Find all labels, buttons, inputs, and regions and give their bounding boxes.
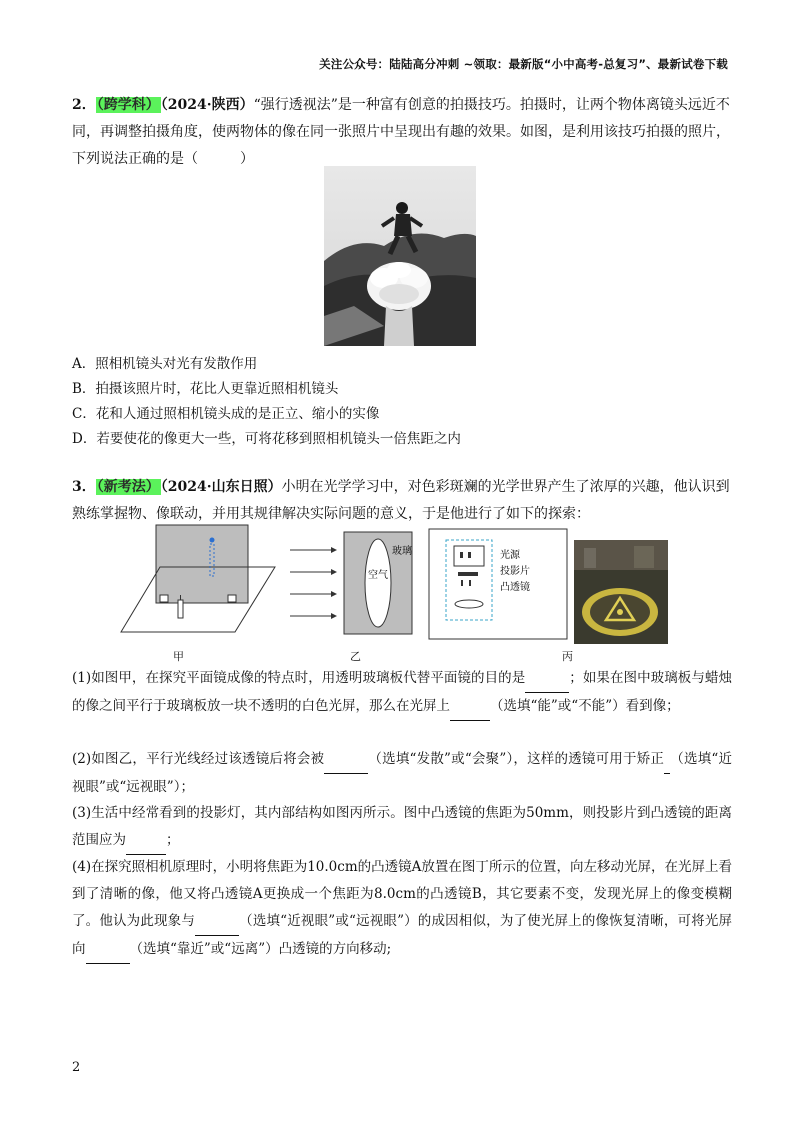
- question-text: 小明在光学学习中，对色彩斑斓的光学世界产生了浓厚的兴趣，他认识到熟练掌握物、像联动，并用其规律解决实际问题的意义，于是他进行了如下的探索：: [72, 479, 730, 522]
- sub-question-4: [72, 854, 732, 964]
- question-tag: （跨学科）: [96, 97, 160, 113]
- sub-question-2-text: (2)如图乙，平行光线经过该透镜后将会被: [72, 751, 325, 767]
- answer-blank[interactable]: [450, 693, 490, 721]
- answer-blank[interactable]: [525, 665, 569, 693]
- sub-question-3-text: ；: [166, 832, 180, 848]
- question-number: 2．: [72, 97, 96, 113]
- figure-jia-plane-mirror: [120, 522, 280, 642]
- air-label: 空气: [368, 570, 388, 581]
- page-header: 关注公众号：陆陆高分冲刺 ~领取：最新版“小中高考-总复习”、最新试卷下载: [319, 57, 728, 71]
- answer-blank[interactable]: [86, 936, 130, 964]
- question-3: [72, 474, 730, 528]
- sub-question-2-text: （选填“发散”或“会聚”），这样的透镜可用于矫正: [368, 751, 665, 767]
- option-b: B．拍摄该照片时，花比人更靠近照相机镜头: [72, 381, 339, 397]
- question-text: “强行透视法”是一种富有创意的拍摄技巧。拍摄时，让两个物体离镜头远近不同，再调整拍摄角度，使两物体的像在同一张照片中呈现出有趣的效果。如图，是利用该技巧拍摄的照片，下列说法正确的是（ ）: [72, 97, 730, 167]
- question-2: [72, 92, 730, 173]
- forced-perspective-photo: [324, 166, 476, 346]
- sub-question-1-text: ；如果在图中玻璃板与蜡烛的像之间平行于玻璃板放一块不透明的白色光屏，那么在光屏上: [72, 670, 732, 714]
- label-slide: 投影片: [500, 566, 530, 577]
- caption-jia: 甲: [173, 650, 184, 663]
- question-tag: （新考法）: [96, 479, 160, 495]
- sub-question-3-text: (3)生活中经常看到的投影灯，其内部结构如图丙所示。图中凸透镜的焦距为50mm，则投影片到凸透镜的距离范围应为: [72, 805, 732, 848]
- sub-question-1: [72, 665, 732, 721]
- question-source: （2024·山东日照）: [160, 479, 282, 495]
- answer-blank[interactable]: [324, 746, 368, 774]
- figure-bing-projector: [428, 528, 568, 640]
- sub-question-4-text: （选填“靠近”或“远离”）凸透镜的方向移动;: [129, 941, 392, 957]
- sub-question-4-text: (4)在探究照相机原理时，小明将焦距为10.0cm的凸透镜A放置在图丁所示的位置，向左移动光屏，在光屏上看到了清晰的像，他又将凸透镜A更换成一个焦距为8.0cm的凸透镜B，其它要素不变，发现光屏上的像变模糊了。他认为此现象与: [72, 859, 732, 929]
- option-c: C．花和人通过照相机镜头成的是正立、缩小的实像: [72, 406, 380, 422]
- sub-question-1-text: (1)如图甲，在探究平面镜成像的特点时，用透明玻璃板代替平面镜的目的是: [72, 670, 526, 686]
- page-number: 2: [72, 1060, 81, 1075]
- sub-question-4-text: （选填“近视眼”或“远视眼”）的成因相似，为了使光屏上的像恢复清晰，可将光屏向: [72, 913, 733, 957]
- glass-label: [392, 544, 412, 557]
- sub-question-3: [72, 800, 732, 855]
- figure-yi-lens: [288, 530, 418, 638]
- glass-label-text: 玻璃: [392, 546, 412, 557]
- option-a: A．照相机镜头对光有发散作用: [72, 356, 258, 372]
- caption-yi: 乙: [350, 650, 361, 663]
- option-d: D．若要使花的像更大一些，可将花移到照相机镜头一倍焦距之内: [72, 431, 461, 447]
- sub-question-2: [72, 746, 732, 801]
- caption-bing: 丙: [562, 650, 573, 663]
- sub-question-2-text: （选填“近视眼”或“远视眼”）；: [72, 751, 733, 795]
- sub-question-1-text: （选填“能”或“不能”）看到像；: [490, 698, 680, 714]
- answer-blank[interactable]: [126, 827, 166, 855]
- label-light-source: 光源: [500, 550, 520, 561]
- projector-photo: [574, 540, 668, 644]
- question-source: （2024·陕西）: [160, 97, 254, 113]
- question-number: 3．: [72, 479, 96, 495]
- label-convex-lens: 凸透镜: [500, 582, 530, 593]
- answer-blank[interactable]: [195, 908, 239, 936]
